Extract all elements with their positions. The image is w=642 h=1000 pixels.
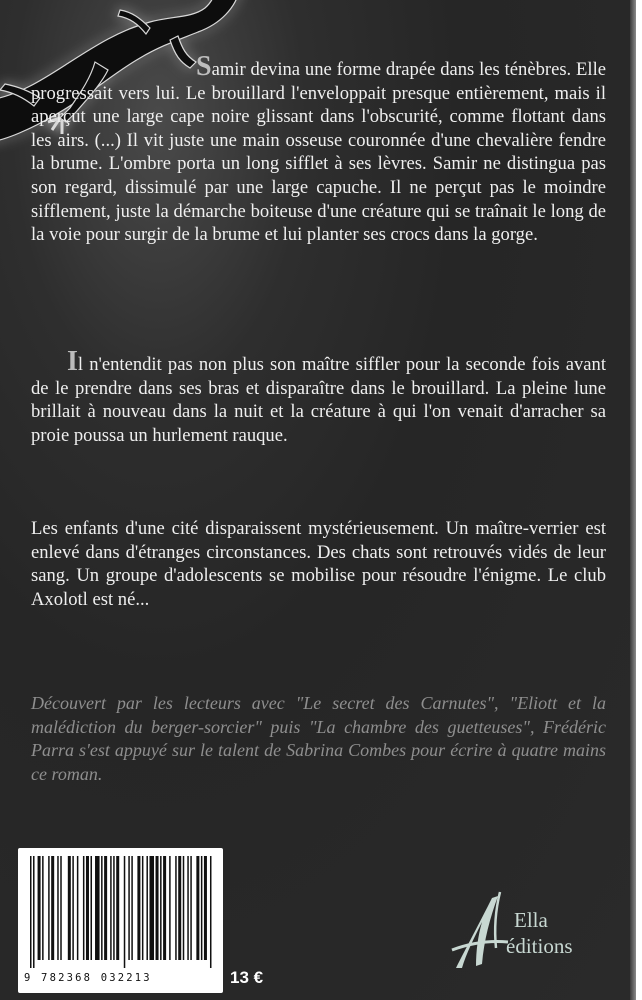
barcode-bar [131, 856, 133, 960]
barcode-bar [57, 856, 59, 960]
barcode-bar [149, 856, 154, 960]
barcode-bar [169, 856, 171, 960]
barcode-bar [178, 856, 181, 960]
barcode-bar [163, 856, 166, 960]
publisher-name: Ella [514, 908, 548, 932]
barcode-bar [38, 856, 41, 960]
barcode-bar [110, 856, 112, 960]
barcode-bar [128, 856, 130, 960]
synopsis-paragraph-1 [31, 51, 606, 247]
barcode-bar [68, 856, 71, 960]
barcode-bar [124, 856, 126, 968]
barcode-bar [175, 856, 177, 960]
barcode-bar [210, 856, 212, 968]
barcode-bar [83, 856, 85, 960]
barcode-bar [156, 856, 159, 960]
barcode-bar [33, 856, 35, 968]
author-blurb: Découvert par les lecteurs avec "Le secret des Carnutes", "Eliott et la malédiction du berger-sorcier" puis "La chambre des guetteuses", Frédéric Parra s'est appuyé sur le talent de Sabrina Combes pour écrire à quatre mains ce roman. [31, 693, 606, 784]
synopsis-paragraph-3: Les enfants d'une cité disparaissent mystérieusement. Un maître-verrier est enlevé dans d'étranges circonstances. Des chats sont retrouvés vidés de leur sang. Un groupe d'adolescents se mobilise pour résoudre l'énigme. Le club Axolotl est né... [31, 518, 606, 610]
barcode-bar [60, 856, 62, 960]
price-label: 13 € [230, 968, 264, 987]
barcode-bars [30, 856, 213, 968]
barcode-bar [196, 856, 199, 960]
barcode-bar [204, 856, 207, 960]
barcode-bar [86, 856, 89, 960]
barcode [18, 848, 223, 993]
barcode-bar [91, 856, 93, 960]
barcode-bar [137, 856, 140, 960]
barcode-bar [48, 856, 50, 960]
barcode-bar [187, 856, 189, 960]
barcode-bar [190, 856, 192, 960]
barcode-bar [77, 856, 79, 960]
drop-cap-s: S [196, 51, 212, 82]
barcode-bar [51, 856, 54, 960]
barcode-bar [104, 856, 107, 960]
publisher-logo-icon [448, 888, 518, 973]
synopsis-paragraph-2 [31, 346, 606, 447]
barcode-bar [113, 856, 115, 960]
barcode-bar [101, 856, 103, 960]
isbn-number: 9 782368 032213 [24, 972, 152, 984]
publisher-subtitle: éditions [506, 934, 573, 958]
barcode-bar [160, 856, 162, 960]
barcode-bar [72, 856, 74, 960]
barcode-bar [42, 856, 44, 960]
barcode-bar [95, 856, 100, 960]
barcode-bar [183, 856, 185, 960]
barcode-bar [142, 856, 144, 960]
barcode-bar [201, 856, 203, 960]
barcode-bar [146, 856, 148, 960]
paragraph-1-text: amir devina une forme drapée dans les ténèbres. Elle progressait vers lui. Le brouillard l'enveloppait presque entièrement, mais il aperçut une large cape noire glissant dans l'obscurité, comme flottant dans les airs. (...) Il vit juste une main osseuse couronnée d'une chevalière fendre la brume. L'ombre porta un long sifflet à ses lèvres. Samir ne distingua pas son regard, dissimulé par une large capuche. Il ne perçut pas le moindre sifflement, juste la démarche boiteuse d'une créature qui se traînait le long de la voie pour surgir de la brume et lui planter ses crocs dans la gorge. [31, 59, 606, 246]
barcode-bar [30, 856, 32, 968]
drop-cap-i: I [67, 346, 78, 377]
barcode-bar [116, 856, 119, 960]
paragraph-2-text: l n'entendit pas non plus son maître siffler pour la seconde fois avant de le prendre dans ses bras et disparaître dans le brouillard. La pleine lune brillait à nouveau dans la nuit et la créature à qui l'on venait d'arracher sa proie poussa un hurlement rauque. [31, 354, 606, 446]
publisher-logo [448, 888, 623, 978]
